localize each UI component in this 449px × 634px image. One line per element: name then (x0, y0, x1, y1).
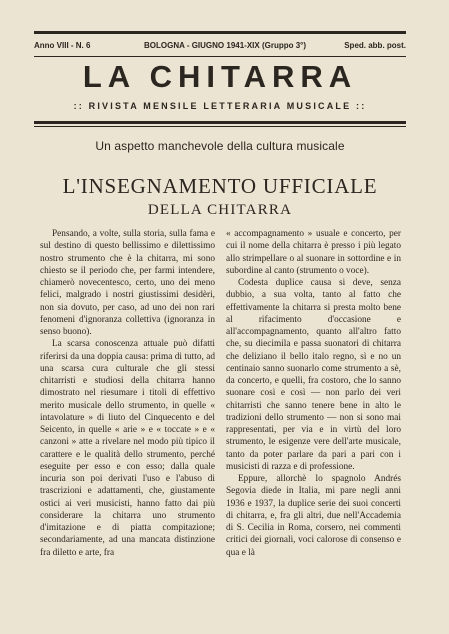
article-title-line2: DELLA CHITARRA (147, 202, 293, 218)
header-rule-bottom-thin (34, 126, 406, 127)
article-column-right (226, 228, 401, 559)
article-column-left (40, 228, 215, 559)
dateline: BOLOGNA - GIUGNO 1941-XIX (Gruppo 3°) (144, 41, 307, 50)
header-rule-top (34, 31, 406, 34)
header-rule-bottom (34, 121, 406, 124)
postage-note: Sped. abb. post. (344, 41, 406, 50)
header-info-row (34, 41, 406, 53)
article-title: L'INSEGNAMENTO UFFICIALE (62, 174, 378, 198)
paragraph: Codesta duplice causa si deve, senza dubbio, a sua volta, tanto al fatto che effettivamente la chitarra si presta molto bene al rifacimento d'occasione e all'accompagnamento, quanto all'altro fatto che, su diecimila e passa suonatori di chitarra che deliziano il bello italo regno, sì e no un centinaio sanno suonarlo come strumento a sè, da concerto, e quelli, fra costoro, che lo sanno suonare così e così — non parlo dei veri chitarristi che sanno tenere bene in alto le tradizioni dello strumento — non si sono mai rappresentati, per via e in virtù del loro strumento, le esigenze vere dell'arte musicale, tanto da poter parlare da pari a pari con i musicisti di razza e di professione. (226, 278, 401, 472)
issue-number: Anno VIII - N. 6 (34, 41, 91, 50)
masthead-subtitle: :: RIVISTA MENSILE LETTERARIA MUSICALE :: (73, 101, 367, 111)
paragraph: Pensando, a volte, sulla storia, sulla fama e sul destino di questo bellissimo e dilettissimo nostro strumento che è la chitarra, mi sono chiesto se il periodo che, per farmi intendere, chiamerò novecentesco, certo, uno dei meno felici, malgrado i nostri giustissimi desidèri, non sia dovuto, per caso, ad uno dei non rari fenomeni d'ignoranza collettiva (ignoranza in senso buono). (40, 229, 215, 337)
masthead-title: LA CHITARRA (82, 59, 358, 94)
paragraph: « accompagnamento » usuale e concerto, per cui il nome della chitarra è presso i più legato allo strimpellare o al suonare in sottordine e in subordine al canto (strumento o voce). (226, 229, 401, 276)
paragraph: La scarsa conoscenza attuale può difatti riferirsi da una doppia causa: prima di tutto, ad una scarsa cura culturale che gli stessi chitarristi e studiosi della chitarra hanno dimostrato nel riesumare i titoli di effettivo merito musicale dello strumento, in quelle « intavolature » di liuto del Cinquecento e del Seicento, in quelle « arie » e « toccate » e « canzoni » atte a rivelare nel modo più tipico il carattere e le qualità dello strumento, perché eseguite per esso e con esso; dalla quale incuria son poi derivati l'uso e l'abuso di trascrizioni e adattamenti, che, giustamente ostici ai veri musicisti, hanno fatto dai più considerare la chitarra uno strumento d'imitazione e di piatta compitazione; secondariamente, ad una mancata distinzione fra diletto e arte, fra (40, 339, 215, 558)
article-kicker: Un aspetto manchevole della cultura musicale (95, 139, 345, 153)
paragraph: Eppure, allorchè lo spagnolo Andrés Segovia diede in Italia, mi pare negli anni 1936 e 1937, la duplice serie dei suoi concerti di chitarra, e, fra gli altri, due nell'Accademia di S. Cecilia in Roma, corsero, nei commenti critici dei giornali, voci calorose di consenso e qua e là (226, 474, 401, 558)
header-rule-mid (34, 56, 406, 57)
